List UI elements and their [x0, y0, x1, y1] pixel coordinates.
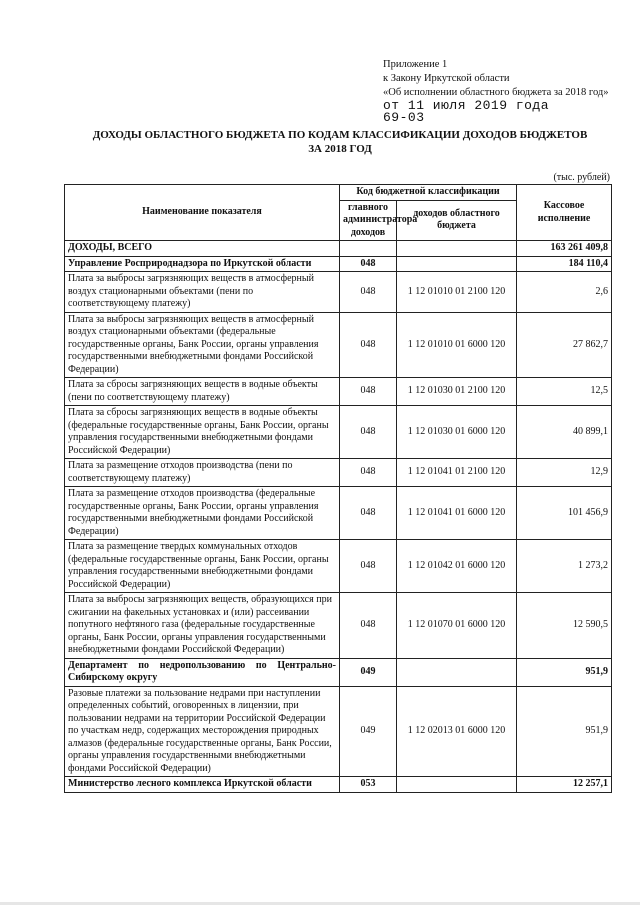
row-revenue-code: [397, 241, 517, 257]
title-line-2: ЗА 2018 ГОД: [308, 143, 372, 155]
row-name: Управление Росприроднадзора по Иркутской области: [65, 256, 340, 272]
row-revenue-code: 1 12 01030 01 2100 120: [397, 378, 517, 406]
header-name: Наименование показателя: [65, 185, 340, 241]
row-admin-code: 048: [340, 593, 397, 659]
row-name: Плата за размещение отходов производства (федеральные государственные органы, Банк России, органы управления государственными внебюджетными фондами Российской Федерации): [65, 487, 340, 540]
table-row: [65, 256, 612, 272]
row-name: Министерство лесного комплекса Иркутской области: [65, 777, 340, 793]
row-amount: 12,5: [517, 378, 612, 406]
row-revenue-code: [397, 777, 517, 793]
row-amount: 12 590,5: [517, 593, 612, 659]
row-admin-code: 048: [340, 272, 397, 313]
table-row: [65, 540, 612, 593]
row-amount: 951,9: [517, 686, 612, 777]
row-amount: 27 862,7: [517, 312, 612, 378]
row-name: Департамент по недропользованию по Центрально-Сибирскому округу: [65, 658, 340, 686]
appendix-line-3: «Об исполнении областного бюджета за 2018 год»: [383, 87, 609, 98]
row-amount: 101 456,9: [517, 487, 612, 540]
row-name: Плата за размещение отходов производства (пени по соответствующему платежу): [65, 459, 340, 487]
appendix-block: [383, 58, 609, 124]
header-code-group: Код бюджетной классификации: [340, 185, 517, 201]
header-admin: главного администратора доходов: [340, 200, 397, 241]
table-row: [65, 593, 612, 659]
table-row: [65, 487, 612, 540]
appendix-line-1: Приложение 1: [383, 59, 448, 70]
row-name: Плата за выбросы загрязняющих веществ, образующихся при сжигании на факельных установках и (или) рассеивании попутного нефтяного газа (федеральные государственные органы, Банк России, органы управления государственными внебюджетными фондами Российской Федерации): [65, 593, 340, 659]
row-admin-code: [340, 241, 397, 257]
row-amount: 184 110,4: [517, 256, 612, 272]
row-name: ДОХОДЫ, ВСЕГО: [65, 241, 340, 257]
row-admin-code: 048: [340, 312, 397, 378]
table-row: [65, 658, 612, 686]
table-row: [65, 272, 612, 313]
row-amount: 40 899,1: [517, 406, 612, 459]
table-row: [65, 459, 612, 487]
row-admin-code: 048: [340, 459, 397, 487]
row-amount: 2,6: [517, 272, 612, 313]
row-revenue-code: 1 12 01010 01 6000 120: [397, 312, 517, 378]
row-name: Плата за сбросы загрязняющих веществ в водные объекты (пени по соответствующему платежу): [65, 378, 340, 406]
appendix-number: 69-03: [383, 110, 425, 125]
appendix-line-2: к Закону Иркутской области: [383, 73, 510, 84]
table-row: [65, 777, 612, 793]
row-revenue-code: [397, 256, 517, 272]
table-row: [65, 378, 612, 406]
row-revenue-code: 1 12 01042 01 6000 120: [397, 540, 517, 593]
row-admin-code: 048: [340, 406, 397, 459]
header-amount: Кассовое исполнение: [517, 185, 612, 241]
row-admin-code: 048: [340, 487, 397, 540]
row-revenue-code: 1 12 01070 01 6000 120: [397, 593, 517, 659]
row-admin-code: 049: [340, 658, 397, 686]
row-revenue-code: 1 12 02013 01 6000 120: [397, 686, 517, 777]
row-name: Плата за выбросы загрязняющих веществ в атмосферный воздух стационарными объектами (федеральные государственные органы, Банк России, органы управления государственными внебюджетными фондами Российской Федерации): [65, 312, 340, 378]
title-line-1: ДОХОДЫ ОБЛАСТНОГО БЮДЖЕТА ПО КОДАМ КЛАССИФИКАЦИИ ДОХОДОВ БЮДЖЕТОВ: [92, 129, 588, 141]
row-amount: 12,9: [517, 459, 612, 487]
row-name: Плата за выбросы загрязняющих веществ в атмосферный воздух стационарными объектами (пени по соответствующему платежу): [65, 272, 340, 313]
document-title: [60, 128, 620, 156]
row-name: Плата за размещение твердых коммунальных отходов (федеральные государственные органы, Банк России, органы управления государственными внебюджетными фондами Российской Федерации): [65, 540, 340, 593]
row-admin-code: 048: [340, 540, 397, 593]
row-amount: 951,9: [517, 658, 612, 686]
row-name: Плата за сбросы загрязняющих веществ в водные объекты (федеральные государственные органы, Банк России, органы управления государственными внебюджетными фондами Российской Федерации): [65, 406, 340, 459]
header-revenue-code: доходов областного бюджета: [397, 200, 517, 241]
table-row: [65, 241, 612, 257]
row-amount: 12 257,1: [517, 777, 612, 793]
row-name: Разовые платежи за пользование недрами при наступлении определенных событий, оговоренных в лицензии, при пользовании недрами на территории Российской Федерации по участкам недр, содержащих месторождения природных алмазов (федеральные государственные органы, Банк России, органы управления государственными внебюджетными фондами Российской Федерации): [65, 686, 340, 777]
row-revenue-code: 1 12 01041 01 2100 120: [397, 459, 517, 487]
row-revenue-code: 1 12 01010 01 2100 120: [397, 272, 517, 313]
row-admin-code: 053: [340, 777, 397, 793]
table-row: [65, 686, 612, 777]
table-row: [65, 312, 612, 378]
row-amount: 163 261 409,8: [517, 241, 612, 257]
table-row: [65, 406, 612, 459]
row-revenue-code: [397, 658, 517, 686]
units-label: (тыс. рублей): [553, 172, 610, 183]
row-admin-code: 049: [340, 686, 397, 777]
row-admin-code: 048: [340, 378, 397, 406]
row-revenue-code: 1 12 01041 01 6000 120: [397, 487, 517, 540]
row-admin-code: 048: [340, 256, 397, 272]
row-amount: 1 273,2: [517, 540, 612, 593]
revenue-table: [64, 184, 612, 793]
row-revenue-code: 1 12 01030 01 6000 120: [397, 406, 517, 459]
appendix-date: от 11 июля 2019 года: [383, 98, 550, 113]
